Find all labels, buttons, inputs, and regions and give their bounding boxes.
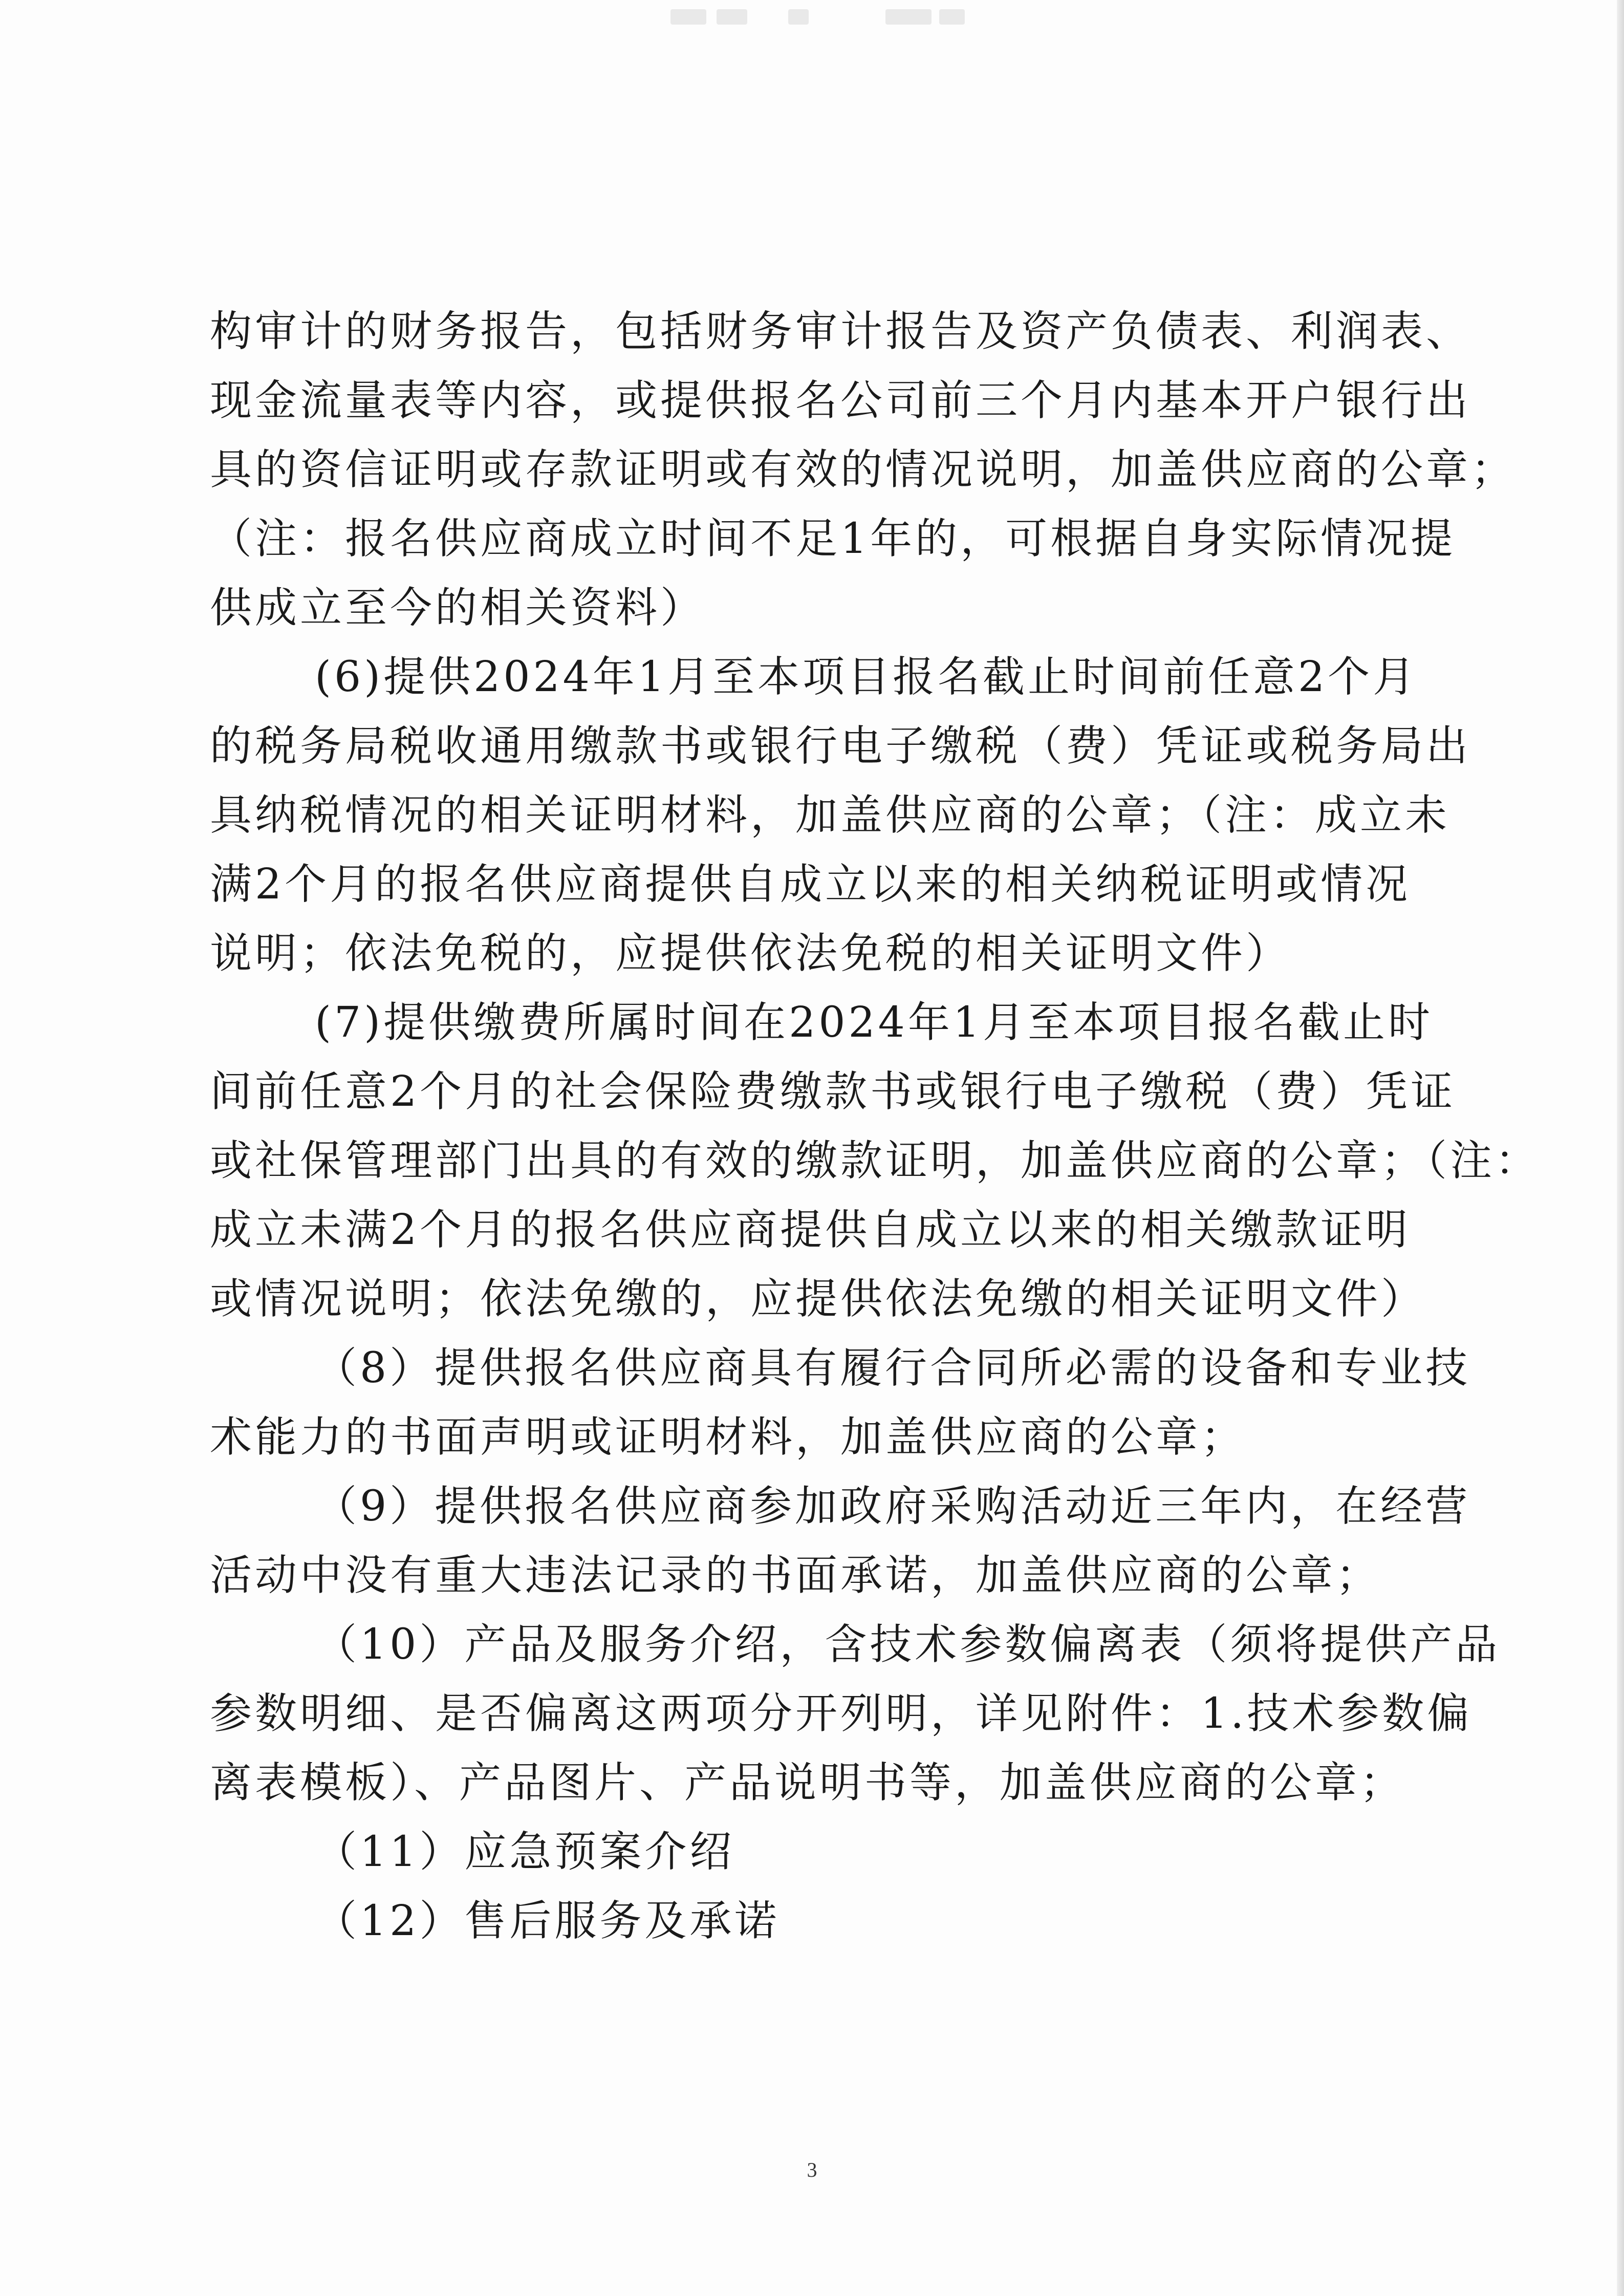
text-line: 离表模板）、产品图片、产品说明书等，加盖供应商的公章；: [210, 1758, 1405, 1807]
item-10-line: （10）产品及服务介绍，含技术参数偏离表（须将提供产品: [315, 1620, 1501, 1669]
item-11-line: （11）应急预案介绍: [315, 1828, 735, 1876]
item-9-line: （9）提供报名供应商参加政府采购活动近三年内，在经营: [315, 1482, 1471, 1531]
text-line: 供成立至今的相关资料）: [210, 584, 706, 632]
text-line: 成立未满2个月的报名供应商提供自成立以来的相关缴款证明: [210, 1206, 1411, 1254]
text-line: 的税务局税收通用缴款书或银行电子缴税（费）凭证或税务局出: [210, 722, 1471, 770]
scan-edge: [1617, 0, 1624, 2296]
text-line: （注：报名供应商成立时间不足1年的，可根据自身实际情况提: [210, 514, 1456, 563]
text-line: 构审计的财务报告，包括财务审计报告及资产负债表、利润表、: [210, 307, 1471, 356]
scan-artifact: [660, 0, 978, 36]
item-6-line: (6)提供2024年1月至本项目报名截止时间前任意2个月: [315, 653, 1418, 701]
item-8-line: （8）提供报名供应商具有履行合同所必需的设备和专业技: [315, 1344, 1471, 1392]
item-12-line: （12）售后服务及承诺: [315, 1897, 780, 1945]
text-line: 具纳税情况的相关证明材料，加盖供应商的公章；（注：成立未: [210, 791, 1450, 840]
text-line: 具的资信证明或存款证明或有效的情况说明，加盖供应商的公章；: [210, 445, 1517, 494]
text-line: 活动中没有重大违法记录的书面承诺，加盖供应商的公章；: [210, 1551, 1381, 1600]
text-line: 满2个月的报名供应商提供自成立以来的相关纳税证明或情况: [210, 860, 1411, 909]
text-line: 间前任意2个月的社会保险费缴款书或银行电子缴税（费）凭证: [210, 1067, 1456, 1116]
text-line: 或情况说明；依法免缴的，应提供依法免缴的相关证明文件）: [210, 1275, 1426, 1323]
text-line: 参数明细、是否偏离这两项分开列明，详见附件：1.技术参数偏: [210, 1689, 1473, 1738]
page-number: 3: [807, 2158, 817, 2181]
text-line: 术能力的书面声明或证明材料，加盖供应商的公章；: [210, 1413, 1246, 1462]
text-line: 现金流量表等内容，或提供报名公司前三个月内基本开户银行出: [210, 376, 1471, 425]
text-line: 说明；依法免税的，应提供依法免税的相关证明文件）: [210, 929, 1291, 978]
item-7-line: (7)提供缴费所属时间在2024年1月至本项目报名截止时: [315, 998, 1434, 1047]
document-body: [210, 297, 1541, 1956]
text-line: 或社保管理部门出具的有效的缴款证明，加盖供应商的公章；（注：: [210, 1136, 1541, 1185]
